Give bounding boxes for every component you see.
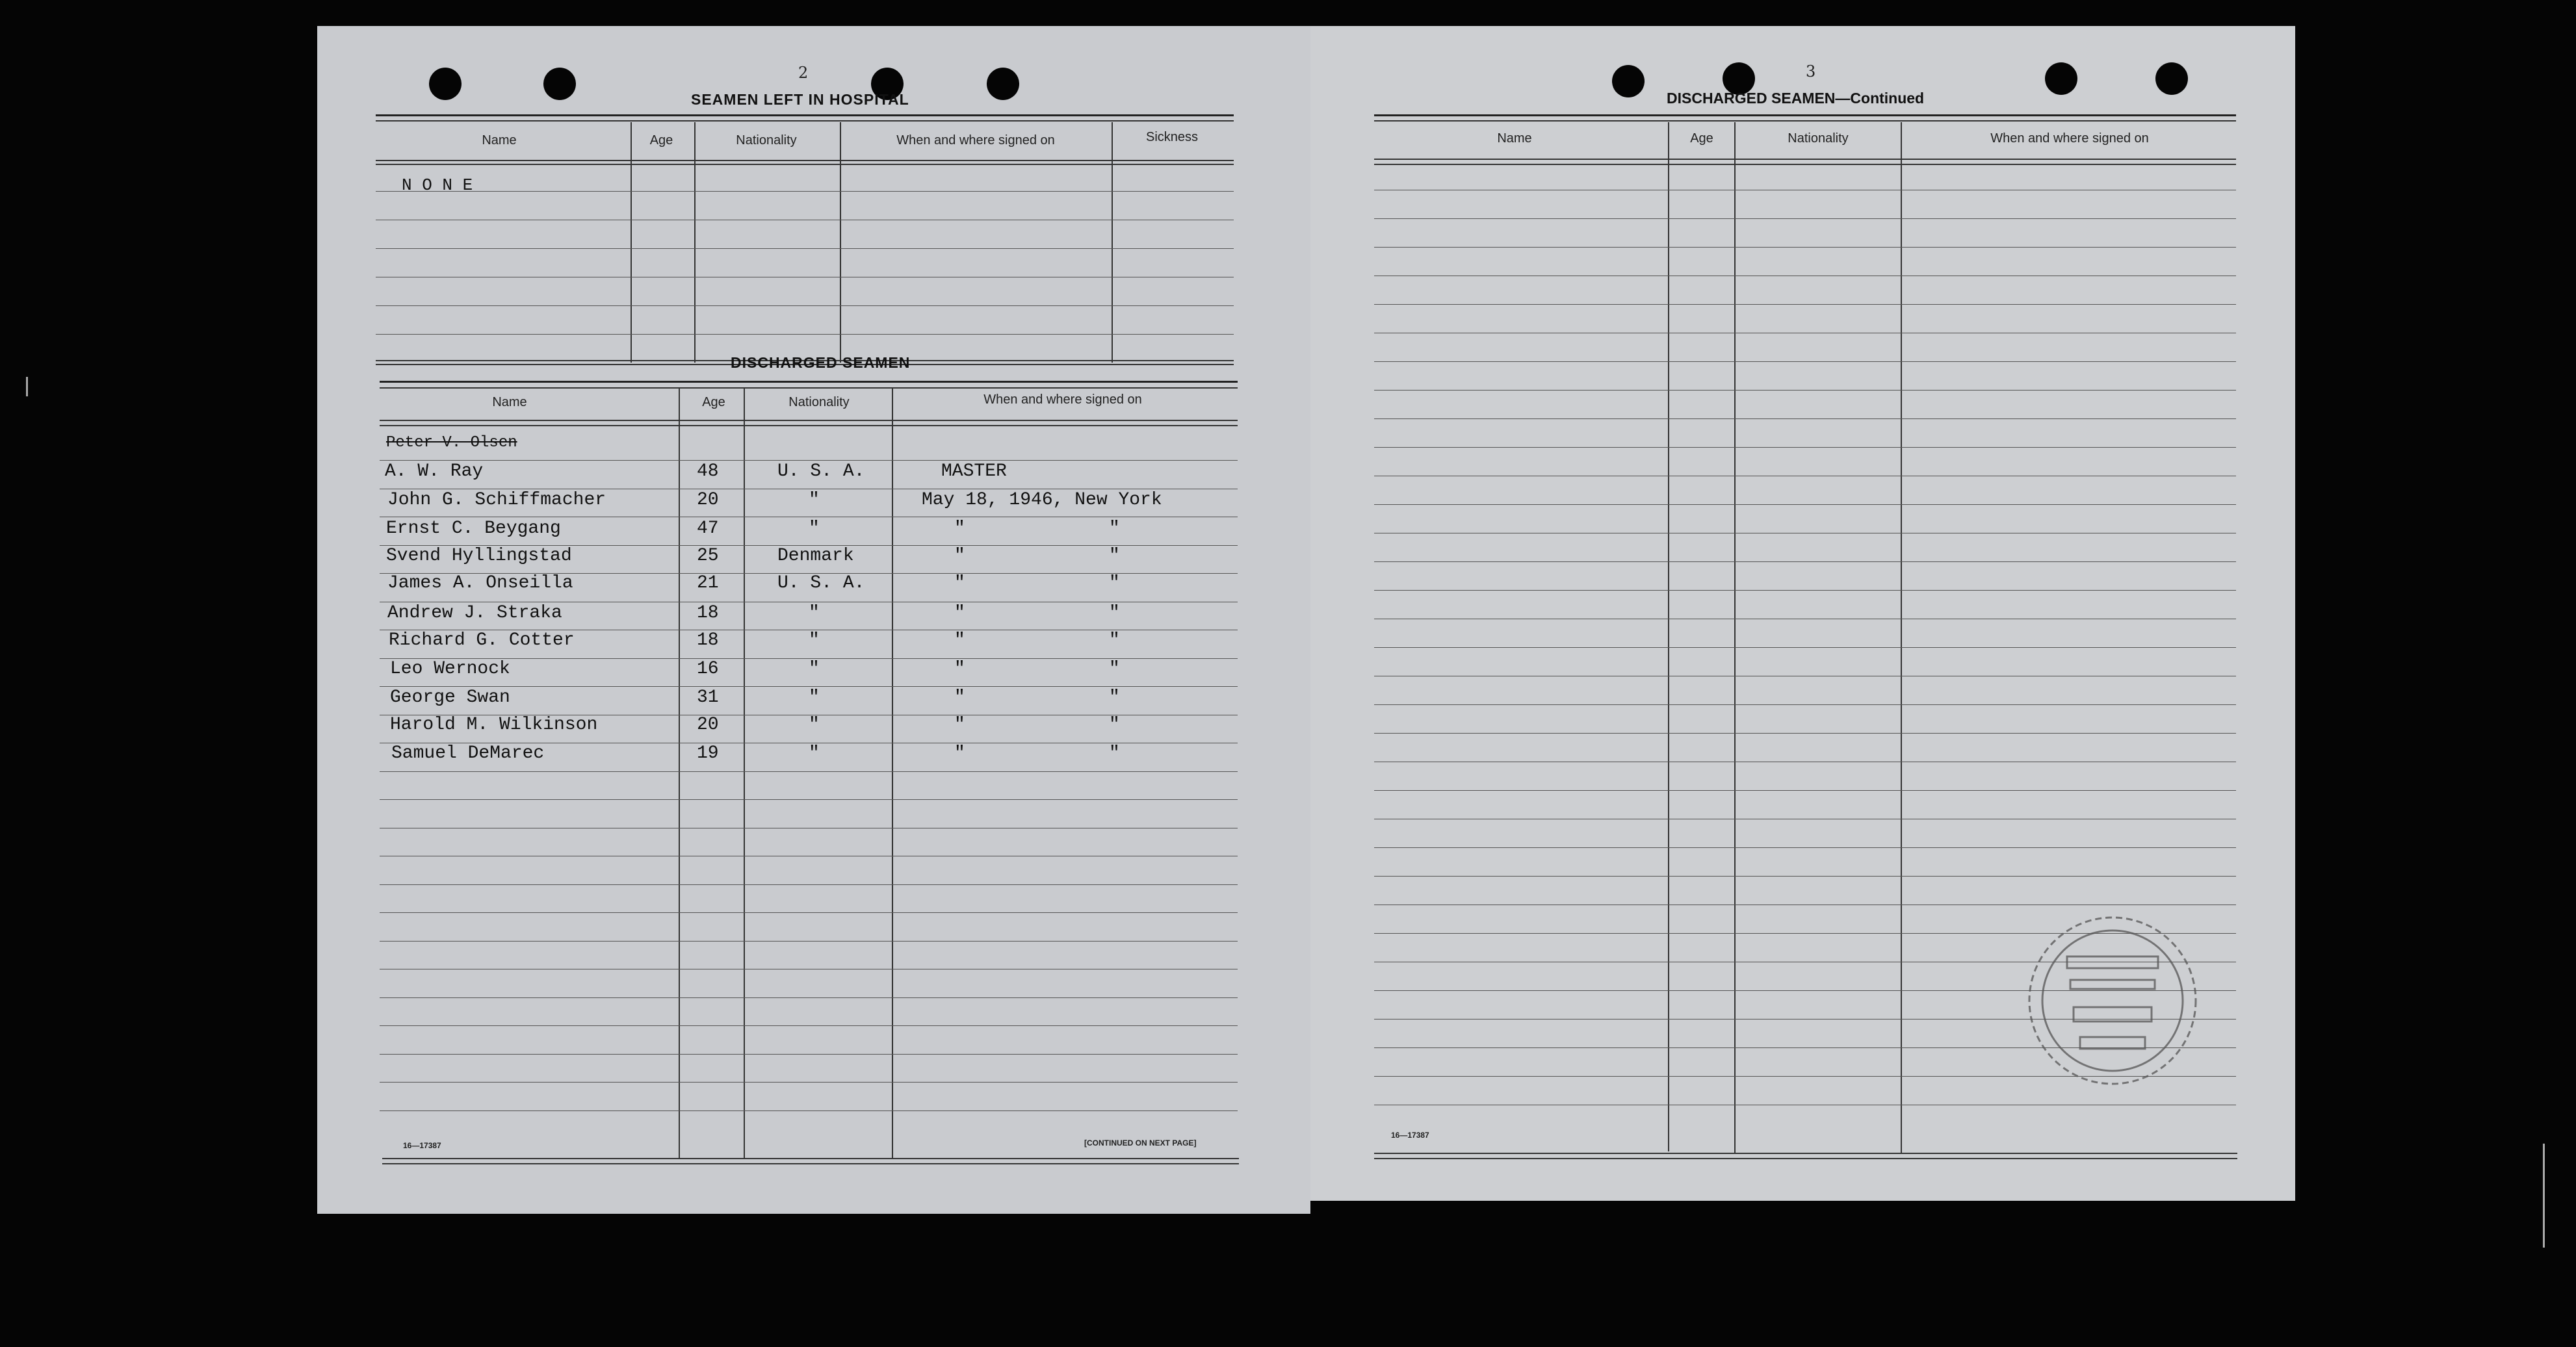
scan-edge-mark-right [2543,1144,2545,1248]
ruled-line [1374,304,2236,305]
official-stamp [2009,910,2217,1092]
ruled-line [376,305,1234,306]
seaman-age: 25 [697,546,719,566]
seaman-name: Ernst C. Beygang [386,519,561,539]
seaman-name: James A. Onseilla [387,573,573,593]
seaman-name: A. W. Ray [385,461,484,481]
seaman-signed-on-ditto: " [1109,603,1120,623]
table-top-rule [376,120,1234,122]
column-divider [631,122,632,363]
seaman-age: 18 [697,603,719,623]
seaman-nationality: " [809,743,820,763]
ruled-line [380,1082,1238,1083]
table-bottom-rule [1374,1158,2237,1159]
seaman-name: Andrew J. Straka [387,603,562,623]
seaman-name: George Swan [390,687,510,708]
seaman-signed-on: " [954,687,965,708]
seaman-signed-on: " [954,630,965,650]
seaman-signed-on: May 18, 1946, New York [922,490,1162,510]
header-rule [376,164,1234,165]
seaman-signed-on: " [954,546,965,566]
table-top-rule [380,387,1238,389]
page-number: 2 [798,64,809,82]
table-top-rule [1374,120,2236,122]
punch-hole [543,68,576,100]
seaman-nationality: " [809,659,820,679]
column-divider [1112,122,1113,363]
column-header-name: Name [1497,131,1532,146]
seaman-signed-on: " [954,715,965,735]
seaman-signed-on-ditto: " [1109,715,1120,735]
ruled-line [1374,790,2236,791]
ruled-line [1374,218,2236,219]
seaman-signed-on-ditto: " [1109,573,1120,593]
seaman-signed-on: " [954,573,965,593]
seaman-nationality: U. S. A. [777,461,865,481]
form-number: 16—17387 [403,1141,441,1150]
ruled-line [380,997,1238,998]
hospital-entry-none: N O N E [402,175,473,195]
seaman-nationality: " [809,687,820,708]
seaman-age: 48 [697,461,719,481]
seaman-nationality: U. S. A. [777,573,865,593]
form-number: 16—17387 [1391,1131,1429,1140]
table-top-rule [376,114,1234,116]
seaman-age: 47 [697,519,719,539]
hospital-section-title: SEAMEN LEFT IN HOSPITAL [691,91,909,108]
seaman-signed-on-ditto: " [1109,743,1120,763]
column-divider [840,122,841,363]
table-bottom-rule [382,1158,1239,1159]
seaman-signed-on: " [954,519,965,539]
ruled-line [380,1110,1238,1111]
seaman-signed-on: " [954,743,965,763]
ruled-line [376,248,1234,249]
table-bottom-rule [1374,1153,2237,1154]
column-header-age: Age [702,395,725,409]
seaman-nationality: " [809,519,820,539]
column-header-nationality: Nationality [1788,131,1849,146]
ruled-line [1374,704,2236,705]
discharged-section-title: DISCHARGED SEAMEN [731,354,911,371]
column-divider [1668,122,1669,1151]
continued-note: [CONTINUED ON NEXT PAGE] [1084,1138,1197,1148]
seaman-name: Svend Hyllingstad [386,546,572,566]
ruled-line [1374,733,2236,734]
ruled-line [376,191,1234,192]
seaman-age: 20 [697,715,719,735]
column-header-signed-on: When and where signed on [1990,131,2149,146]
column-divider [1901,122,1902,1154]
ruled-line [380,884,1238,885]
seaman-age: 18 [697,630,719,650]
punch-hole [429,68,462,100]
seaman-age: 31 [697,687,719,708]
ruled-line [1374,247,2236,248]
seaman-nationality: Denmark [777,546,854,566]
ruled-line [380,1025,1238,1026]
ruled-line [1374,561,2236,562]
seaman-name: Samuel DeMarec [391,743,545,763]
ruled-line [380,460,1238,461]
seaman-signed-on: " [954,603,965,623]
ruled-line [1374,447,2236,448]
seaman-name: Richard G. Cotter [389,630,575,650]
ruled-line [1374,390,2236,391]
seaman-nationality: " [809,603,820,623]
ruled-line [376,334,1234,335]
column-header-age: Age [1690,131,1713,146]
seaman-name: Leo Wernock [390,659,510,679]
seaman-signed-on-ditto: " [1109,630,1120,650]
column-divider [679,389,680,1159]
ruled-line [380,686,1238,687]
column-header-sickness: Sickness [1145,130,1199,144]
ruled-line [1374,876,2236,877]
column-header-age: Age [649,133,673,148]
seaman-signed-on: MASTER [941,461,1007,481]
ruled-line [1374,647,2236,648]
seaman-age: 20 [697,490,719,510]
column-header-name: Name [482,133,517,148]
table-bottom-rule [382,1163,1239,1164]
column-header-signed-on: When and where signed on [983,392,1142,407]
punch-hole [987,68,1019,100]
seaman-nationality: " [809,630,820,650]
column-header-name: Name [492,395,527,409]
seaman-signed-on-ditto: " [1109,519,1120,539]
seaman-signed-on-ditto: " [1109,687,1120,708]
table-top-rule [380,381,1238,383]
seaman-name: Harold M. Wilkinson [390,715,598,735]
left-page [317,26,1310,1214]
column-header-nationality: Nationality [736,133,797,148]
seaman-signed-on: " [954,659,965,679]
header-rule [1374,159,2236,160]
ruled-line [1374,418,2236,419]
punch-hole [1612,65,1645,97]
ruled-line [1374,590,2236,591]
seaman-age: 19 [697,743,719,763]
seaman-age: 16 [697,659,719,679]
ruled-line [1374,904,2236,905]
column-divider [1734,122,1736,1153]
ruled-line [380,941,1238,942]
punch-hole [2155,62,2188,95]
scan-edge-mark-left [26,377,28,396]
column-divider [694,122,696,363]
table-top-rule [1374,114,2236,116]
ruled-line [1374,504,2236,505]
ruled-line [380,1054,1238,1055]
ruled-line [1374,847,2236,848]
column-header-signed-on: When and where signed on [896,133,1055,148]
header-rule [380,420,1238,421]
ruled-line [380,912,1238,913]
column-divider [744,389,745,1159]
ruled-line [1374,361,2236,362]
discharged-continued-title: DISCHARGED SEAMEN—Continued [1667,90,1925,107]
header-rule [1374,164,2236,165]
seaman-name: John G. Schiffmacher [387,490,606,510]
page-number: 3 [1806,62,1816,81]
seaman-age: 21 [697,573,719,593]
column-divider [892,389,893,1159]
seaman-signed-on-ditto: " [1109,546,1120,566]
header-rule [380,425,1238,426]
seaman-nationality: " [809,490,820,510]
punch-hole [2045,62,2077,95]
ruled-line [380,799,1238,800]
seaman-signed-on-ditto: " [1109,659,1120,679]
ruled-line [380,771,1238,772]
seaman-nationality: " [809,715,820,735]
header-rule [376,160,1234,161]
column-header-nationality: Nationality [788,395,850,409]
struck-name-entry: Peter V. Olsen [386,434,517,452]
